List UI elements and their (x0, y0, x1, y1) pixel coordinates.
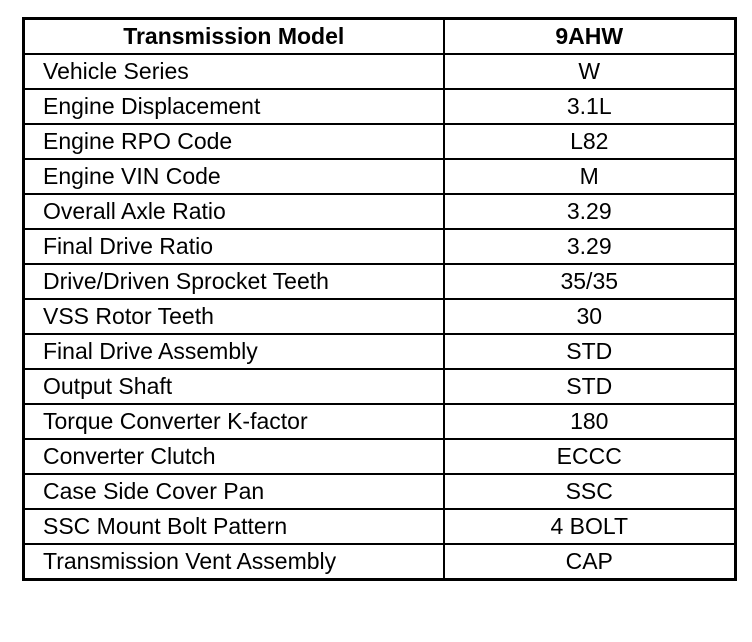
row-label: Engine VIN Code (24, 159, 444, 194)
row-label: Drive/Driven Sprocket Teeth (24, 264, 444, 299)
table-row (24, 124, 736, 159)
row-label: Overall Axle Ratio (24, 194, 444, 229)
header-value: 9AHW (444, 19, 736, 55)
table-row (24, 334, 736, 369)
table-row (24, 439, 736, 474)
row-value: 4 BOLT (444, 509, 736, 544)
row-value: 3.1L (444, 89, 736, 124)
table-row (24, 509, 736, 544)
row-value: STD (444, 369, 736, 404)
row-label: Torque Converter K-factor (24, 404, 444, 439)
table-row (24, 404, 736, 439)
row-value: 180 (444, 404, 736, 439)
table-row (24, 299, 736, 334)
row-value: 3.29 (444, 229, 736, 264)
row-label: SSC Mount Bolt Pattern (24, 509, 444, 544)
table-row (24, 229, 736, 264)
row-value: STD (444, 334, 736, 369)
row-value: SSC (444, 474, 736, 509)
table-row (24, 544, 736, 580)
row-label: Case Side Cover Pan (24, 474, 444, 509)
row-value: M (444, 159, 736, 194)
row-label: Transmission Vent Assembly (24, 544, 444, 580)
row-label: VSS Rotor Teeth (24, 299, 444, 334)
row-value: L82 (444, 124, 736, 159)
table-row (24, 194, 736, 229)
table-header-row (24, 19, 736, 55)
row-value: W (444, 54, 736, 89)
header-label: Transmission Model (24, 19, 444, 55)
row-label: Converter Clutch (24, 439, 444, 474)
row-value: CAP (444, 544, 736, 580)
row-value: 35/35 (444, 264, 736, 299)
table-row (24, 474, 736, 509)
row-label: Vehicle Series (24, 54, 444, 89)
row-value: 3.29 (444, 194, 736, 229)
transmission-spec-table (22, 17, 737, 581)
row-label: Output Shaft (24, 369, 444, 404)
table-row (24, 264, 736, 299)
table-row (24, 369, 736, 404)
table-row (24, 159, 736, 194)
row-label: Final Drive Assembly (24, 334, 444, 369)
row-label: Final Drive Ratio (24, 229, 444, 264)
table-row (24, 89, 736, 124)
row-value: ECCC (444, 439, 736, 474)
row-label: Engine Displacement (24, 89, 444, 124)
row-label: Engine RPO Code (24, 124, 444, 159)
table-row (24, 54, 736, 89)
row-value: 30 (444, 299, 736, 334)
